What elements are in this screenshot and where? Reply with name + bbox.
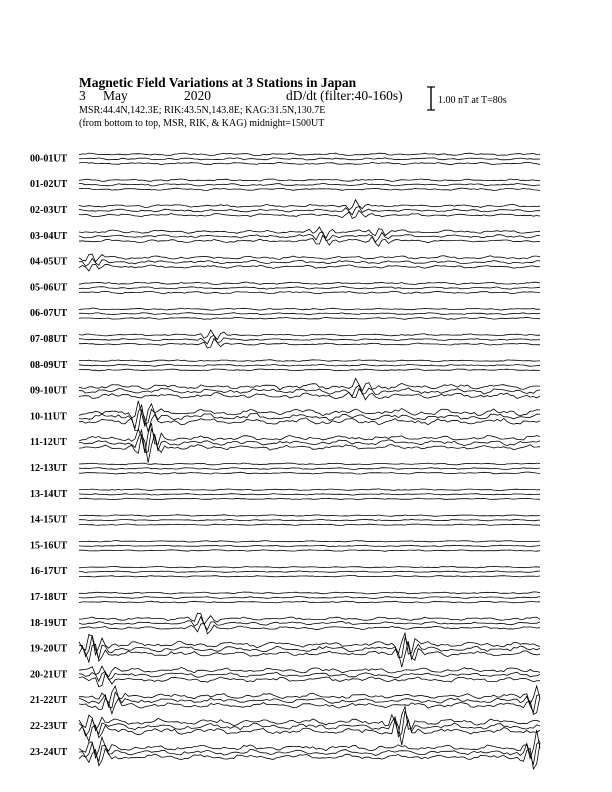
trace-msr-00-01UT — [79, 162, 540, 165]
trace-kag-14-15UT — [79, 515, 540, 517]
trace-rik-14-15UT — [79, 519, 540, 521]
hour-label: 06-07UT — [30, 308, 68, 320]
trace-kag-22-23UT — [79, 707, 540, 735]
trace-rik-10-11UT — [79, 405, 540, 428]
trace-rik-01-02UT — [79, 183, 540, 186]
hour-label: 10-11UT — [30, 411, 67, 423]
trace-kag-00-01UT — [79, 153, 540, 156]
trace-rik-04-05UT — [79, 259, 540, 267]
hour-label: 15-16UT — [30, 540, 68, 552]
trace-msr-12-13UT — [79, 472, 540, 474]
date-year: 2020 — [184, 88, 211, 103]
date-month: May — [103, 88, 128, 103]
trace-kag-05-06UT — [79, 282, 540, 285]
hour-label: 17-18UT — [30, 592, 68, 603]
trace-kag-18-19UT — [79, 613, 540, 624]
scale-bar-label: 1.00 nT at T=80s — [438, 95, 507, 106]
trace-rik-06-07UT — [79, 313, 540, 315]
stations-coords: MSR:44.4N,142.3E; RIK:43.5N,143.8E; KAG:31.5N,130.7E — [79, 105, 326, 116]
trace-msr-14-15UT — [79, 524, 540, 525]
trace-kag-03-04UT — [79, 227, 540, 238]
trace-msr-01-02UT — [79, 188, 540, 190]
trace-rik-13-14UT — [79, 494, 540, 496]
hour-label: 07-08UT — [30, 334, 68, 345]
trace-rik-17-18UT — [79, 597, 540, 599]
trace-kag-15-16UT — [79, 541, 540, 543]
hour-label: 13-14UT — [30, 488, 68, 500]
trace-rik-19-20UT — [79, 635, 540, 659]
quantity-label: dD/dt (filter:40-160s) — [286, 88, 403, 103]
trace-msr-08-09UT — [79, 369, 540, 371]
trace-msr-15-16UT — [79, 550, 540, 552]
chart-title: Magnetic Field Variations at 3 Stations in Japan — [79, 75, 357, 90]
trace-kag-09-10UT — [79, 378, 540, 391]
hour-label: 00-01UT — [30, 153, 68, 165]
trace-kag-08-09UT — [79, 360, 540, 362]
hour-label: 21-22UT — [30, 695, 68, 707]
hour-label: 14-15UT — [30, 514, 68, 526]
trace-msr-04-05UT — [79, 264, 540, 271]
trace-kag-13-14UT — [79, 489, 540, 491]
trace-rik-23-24UT — [79, 741, 540, 765]
trace-msr-13-14UT — [79, 498, 540, 499]
trace-rik-12-13UT — [79, 468, 540, 470]
trace-kag-17-18UT — [79, 592, 540, 594]
traces-group — [30, 153, 540, 769]
trace-msr-02-03UT — [79, 210, 540, 218]
trace-kag-01-02UT — [79, 179, 540, 181]
trace-kag-07-08UT — [79, 330, 540, 340]
hour-label: 23-24UT — [30, 746, 68, 758]
trace-msr-05-06UT — [79, 291, 540, 293]
trace-kag-12-13UT — [79, 463, 540, 465]
hour-label: 12-13UT — [30, 463, 68, 474]
trace-kag-06-07UT — [79, 308, 540, 310]
trace-rik-15-16UT — [79, 545, 540, 547]
stations-order-note: (from bottom to top, MSR, RIK, & KAG) midnight=1500UT — [79, 118, 325, 129]
hour-label: 20-21UT — [30, 669, 68, 681]
trace-msr-22-23UT — [79, 719, 540, 745]
hour-label: 11-12UT — [30, 437, 67, 449]
trace-kag-16-17UT — [79, 566, 540, 567]
trace-rik-00-01UT — [79, 158, 540, 160]
trace-kag-21-22UT — [79, 686, 540, 706]
trace-rik-16-17UT — [79, 571, 540, 573]
hour-label: 02-03UT — [30, 205, 68, 216]
hour-label: 01-02UT — [30, 179, 68, 191]
hour-label: 04-05UT — [30, 256, 68, 268]
date-day: 3 — [79, 88, 86, 103]
trace-rik-07-08UT — [79, 335, 540, 344]
hour-label: 03-04UT — [30, 230, 68, 242]
trace-kag-02-03UT — [79, 200, 540, 210]
scale-bar — [427, 87, 507, 110]
hour-label: 22-23UT — [30, 721, 68, 732]
hour-label: 18-19UT — [30, 617, 68, 629]
hour-label: 16-17UT — [30, 566, 68, 578]
trace-rik-08-09UT — [79, 364, 540, 366]
trace-msr-16-17UT — [79, 576, 540, 577]
trace-rik-05-06UT — [79, 287, 540, 290]
hour-label: 09-10UT — [30, 385, 68, 397]
hour-label: 08-09UT — [30, 359, 68, 371]
trace-msr-19-20UT — [79, 641, 540, 667]
hour-label: 05-06UT — [30, 282, 68, 294]
trace-msr-06-07UT — [79, 317, 540, 319]
trace-msr-17-18UT — [79, 601, 540, 603]
hour-label: 19-20UT — [30, 643, 68, 655]
trace-rik-22-23UT — [79, 711, 540, 737]
